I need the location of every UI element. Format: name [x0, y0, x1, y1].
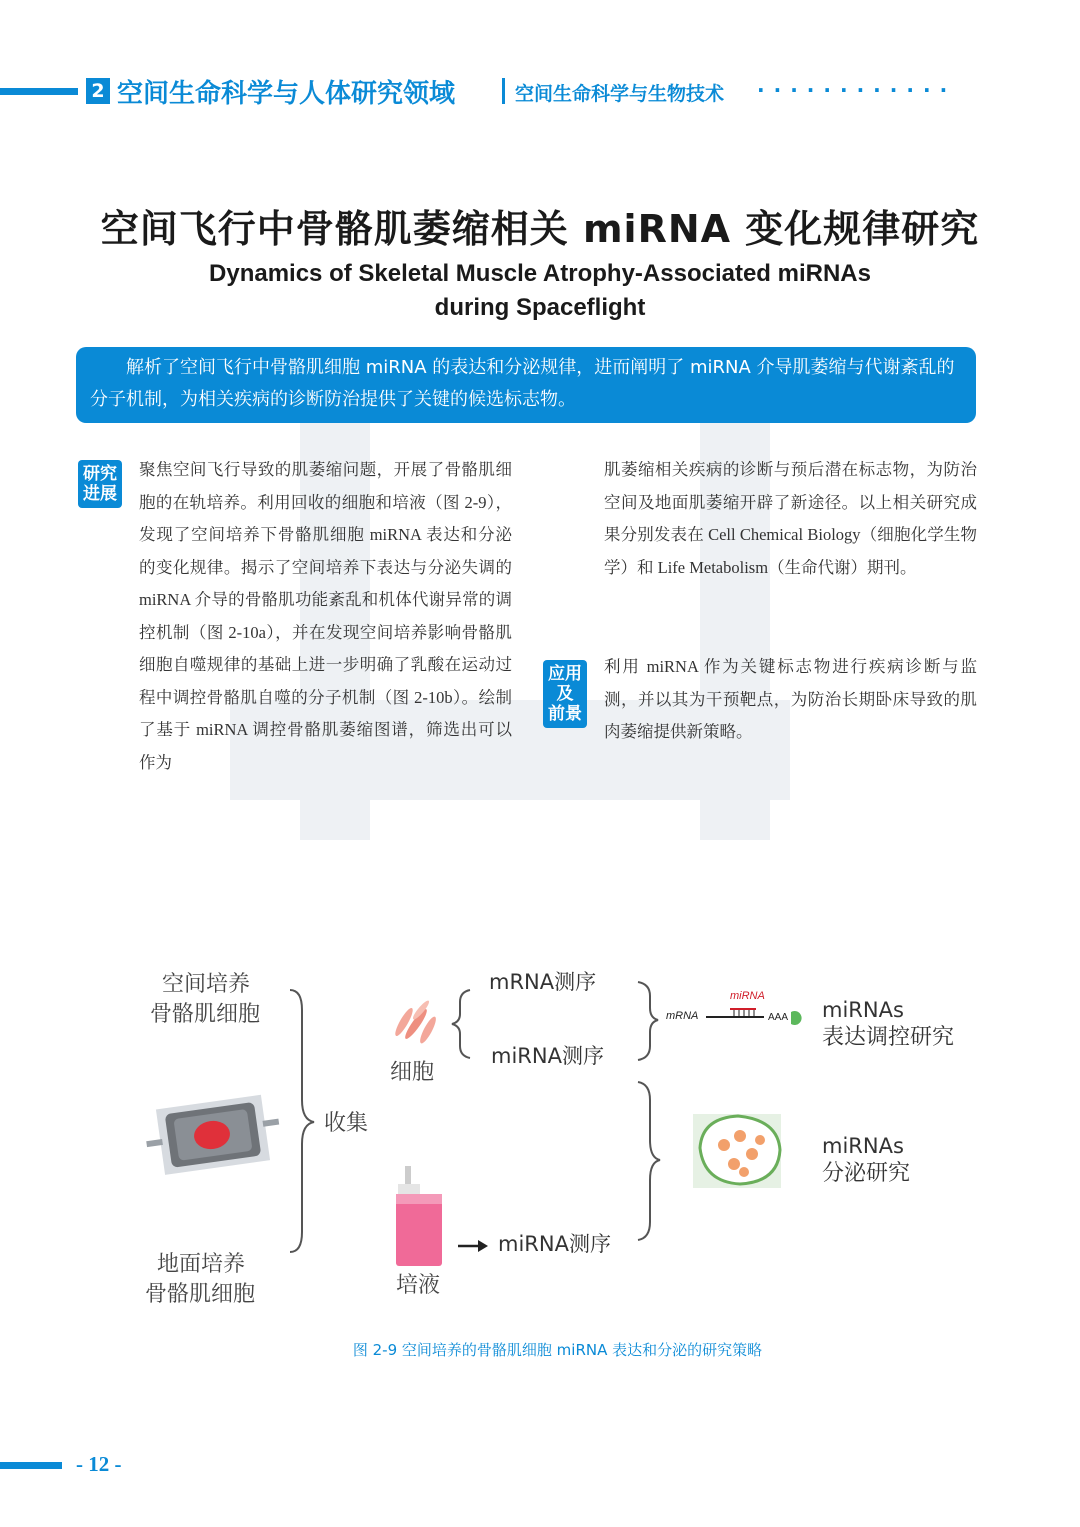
title-en-line2: during Spaceflight — [434, 294, 646, 321]
culture-device-icon — [142, 1093, 284, 1177]
muscle-cells-icon — [393, 999, 439, 1045]
brace-cells — [452, 990, 470, 1058]
arrow-medium-seq-head — [478, 1240, 488, 1252]
page-number: - 12 - — [76, 1452, 122, 1476]
space-culture-line2: 骨骼肌细胞 — [150, 1002, 261, 1027]
application-tag-line2: 及 — [556, 684, 574, 704]
header-separator — [502, 78, 505, 104]
application-tag — [543, 660, 587, 728]
ground-culture-label — [145, 1250, 256, 1310]
mirna-small-label: miRNA — [730, 990, 765, 1002]
brace-expression — [638, 982, 658, 1060]
aaa-label: AAA — [768, 1012, 789, 1023]
ground-culture-line2: 骨骼肌细胞 — [145, 1282, 256, 1307]
header-accent-bar — [0, 88, 78, 95]
mrna-seq-label: mRNA测序 — [489, 970, 597, 994]
figure-caption: 图 2-9 空间培养的骨骼肌细胞 miRNA 表达和分泌的研究策略 — [352, 1341, 763, 1359]
application-tag-line3: 前景 — [548, 704, 582, 724]
title-en-line1: Dynamics of Skeletal Muscle Atrophy-Associated miRNAs — [209, 260, 871, 287]
secretion-line1: miRNAs — [822, 1134, 904, 1158]
chapter-number: 2 — [86, 78, 110, 104]
mirna-seq-medium-label: miRNA测序 — [498, 1232, 611, 1256]
space-culture-label — [150, 970, 261, 1030]
expression-line1: miRNAs — [822, 998, 904, 1022]
ground-culture-line1: 地面培养 — [157, 1252, 246, 1277]
section-title: 空间生命科学与生物技术 — [515, 83, 725, 105]
right-column-text: 肌萎缩相关疾病的诊断与预后潜在标志物，为防治空间及地面肌萎缩开辟了新途径。以上相关研究成果分别发表在 Cell Chemical Biology（细胞化学生物学）和 Life Metabolism（生命代谢）期刊。 — [604, 460, 977, 577]
cells-label: 细胞 — [390, 1060, 435, 1085]
medium-bottle-icon — [396, 1166, 442, 1266]
collect-label: 收集 — [324, 1111, 369, 1136]
progress-tag-line1: 研究 — [83, 464, 117, 484]
mirna-seq-cells-label: miRNA测序 — [491, 1044, 604, 1068]
footer-accent-bar — [0, 1462, 62, 1469]
progress-text: 聚焦空间飞行导致的肌萎缩问题，开展了骨骼肌细胞的在轨培养。利用回收的细胞和培液（图 2-9），发现了空间培养下骨骼肌细胞 miRNA 表达和分泌的变化规律。揭示了空间培养下表达与分泌失调的 miRNA 介导的骨骼肌功能紊乱和机体代谢异常的调控机制（图 2-10a），并在发现空间培养影响骨骼肌细胞自噬规律的基础上进一步明确了乳酸在运动过程中调控骨骼肌自噬的分子机制（图 2-10b）。绘制了基于 miRNA 调控骨骼肌萎缩图谱，筛选出可以作为 — [139, 460, 512, 772]
secretion-vesicle-icon — [693, 1114, 781, 1188]
application-text: 利用 miRNA 作为关键标志物进行疾病诊断与监测，并以其为干预靶点，为防治长期卧床导致的肌肉萎缩提供新策略。 — [604, 657, 977, 741]
chapter-title: 空间生命科学与人体研究领域 — [117, 79, 456, 109]
space-culture-line1: 空间培养 — [162, 972, 251, 997]
page-title: 空间飞行中骨骼肌萎缩相关 miRNA 变化规律研究 — [100, 207, 980, 251]
summary-box: 解析了空间飞行中骨骼肌细胞 miRNA 的表达和分泌规律，进而阐明了 miRNA 介导肌萎缩与代谢紊乱的分子机制，为相关疾病的诊断防治提供了关键的候选标志物。 — [76, 347, 976, 423]
expression-line2: 表达调控研究 — [822, 1025, 955, 1050]
page-title-english — [140, 257, 940, 325]
brace-collect — [290, 990, 314, 1252]
expression-study-label — [822, 996, 954, 1052]
medium-label: 培液 — [396, 1273, 441, 1298]
mrna-small-label: mRNA — [666, 1010, 699, 1022]
progress-tag — [78, 460, 122, 508]
application-tag-line1: 应用 — [548, 664, 582, 684]
secretion-study-label — [822, 1132, 910, 1188]
secretion-line2: 分泌研究 — [822, 1161, 911, 1186]
progress-tag-line2: 进展 — [83, 484, 117, 504]
brace-secretion — [638, 1082, 660, 1240]
header-dots: ············ — [757, 78, 957, 102]
